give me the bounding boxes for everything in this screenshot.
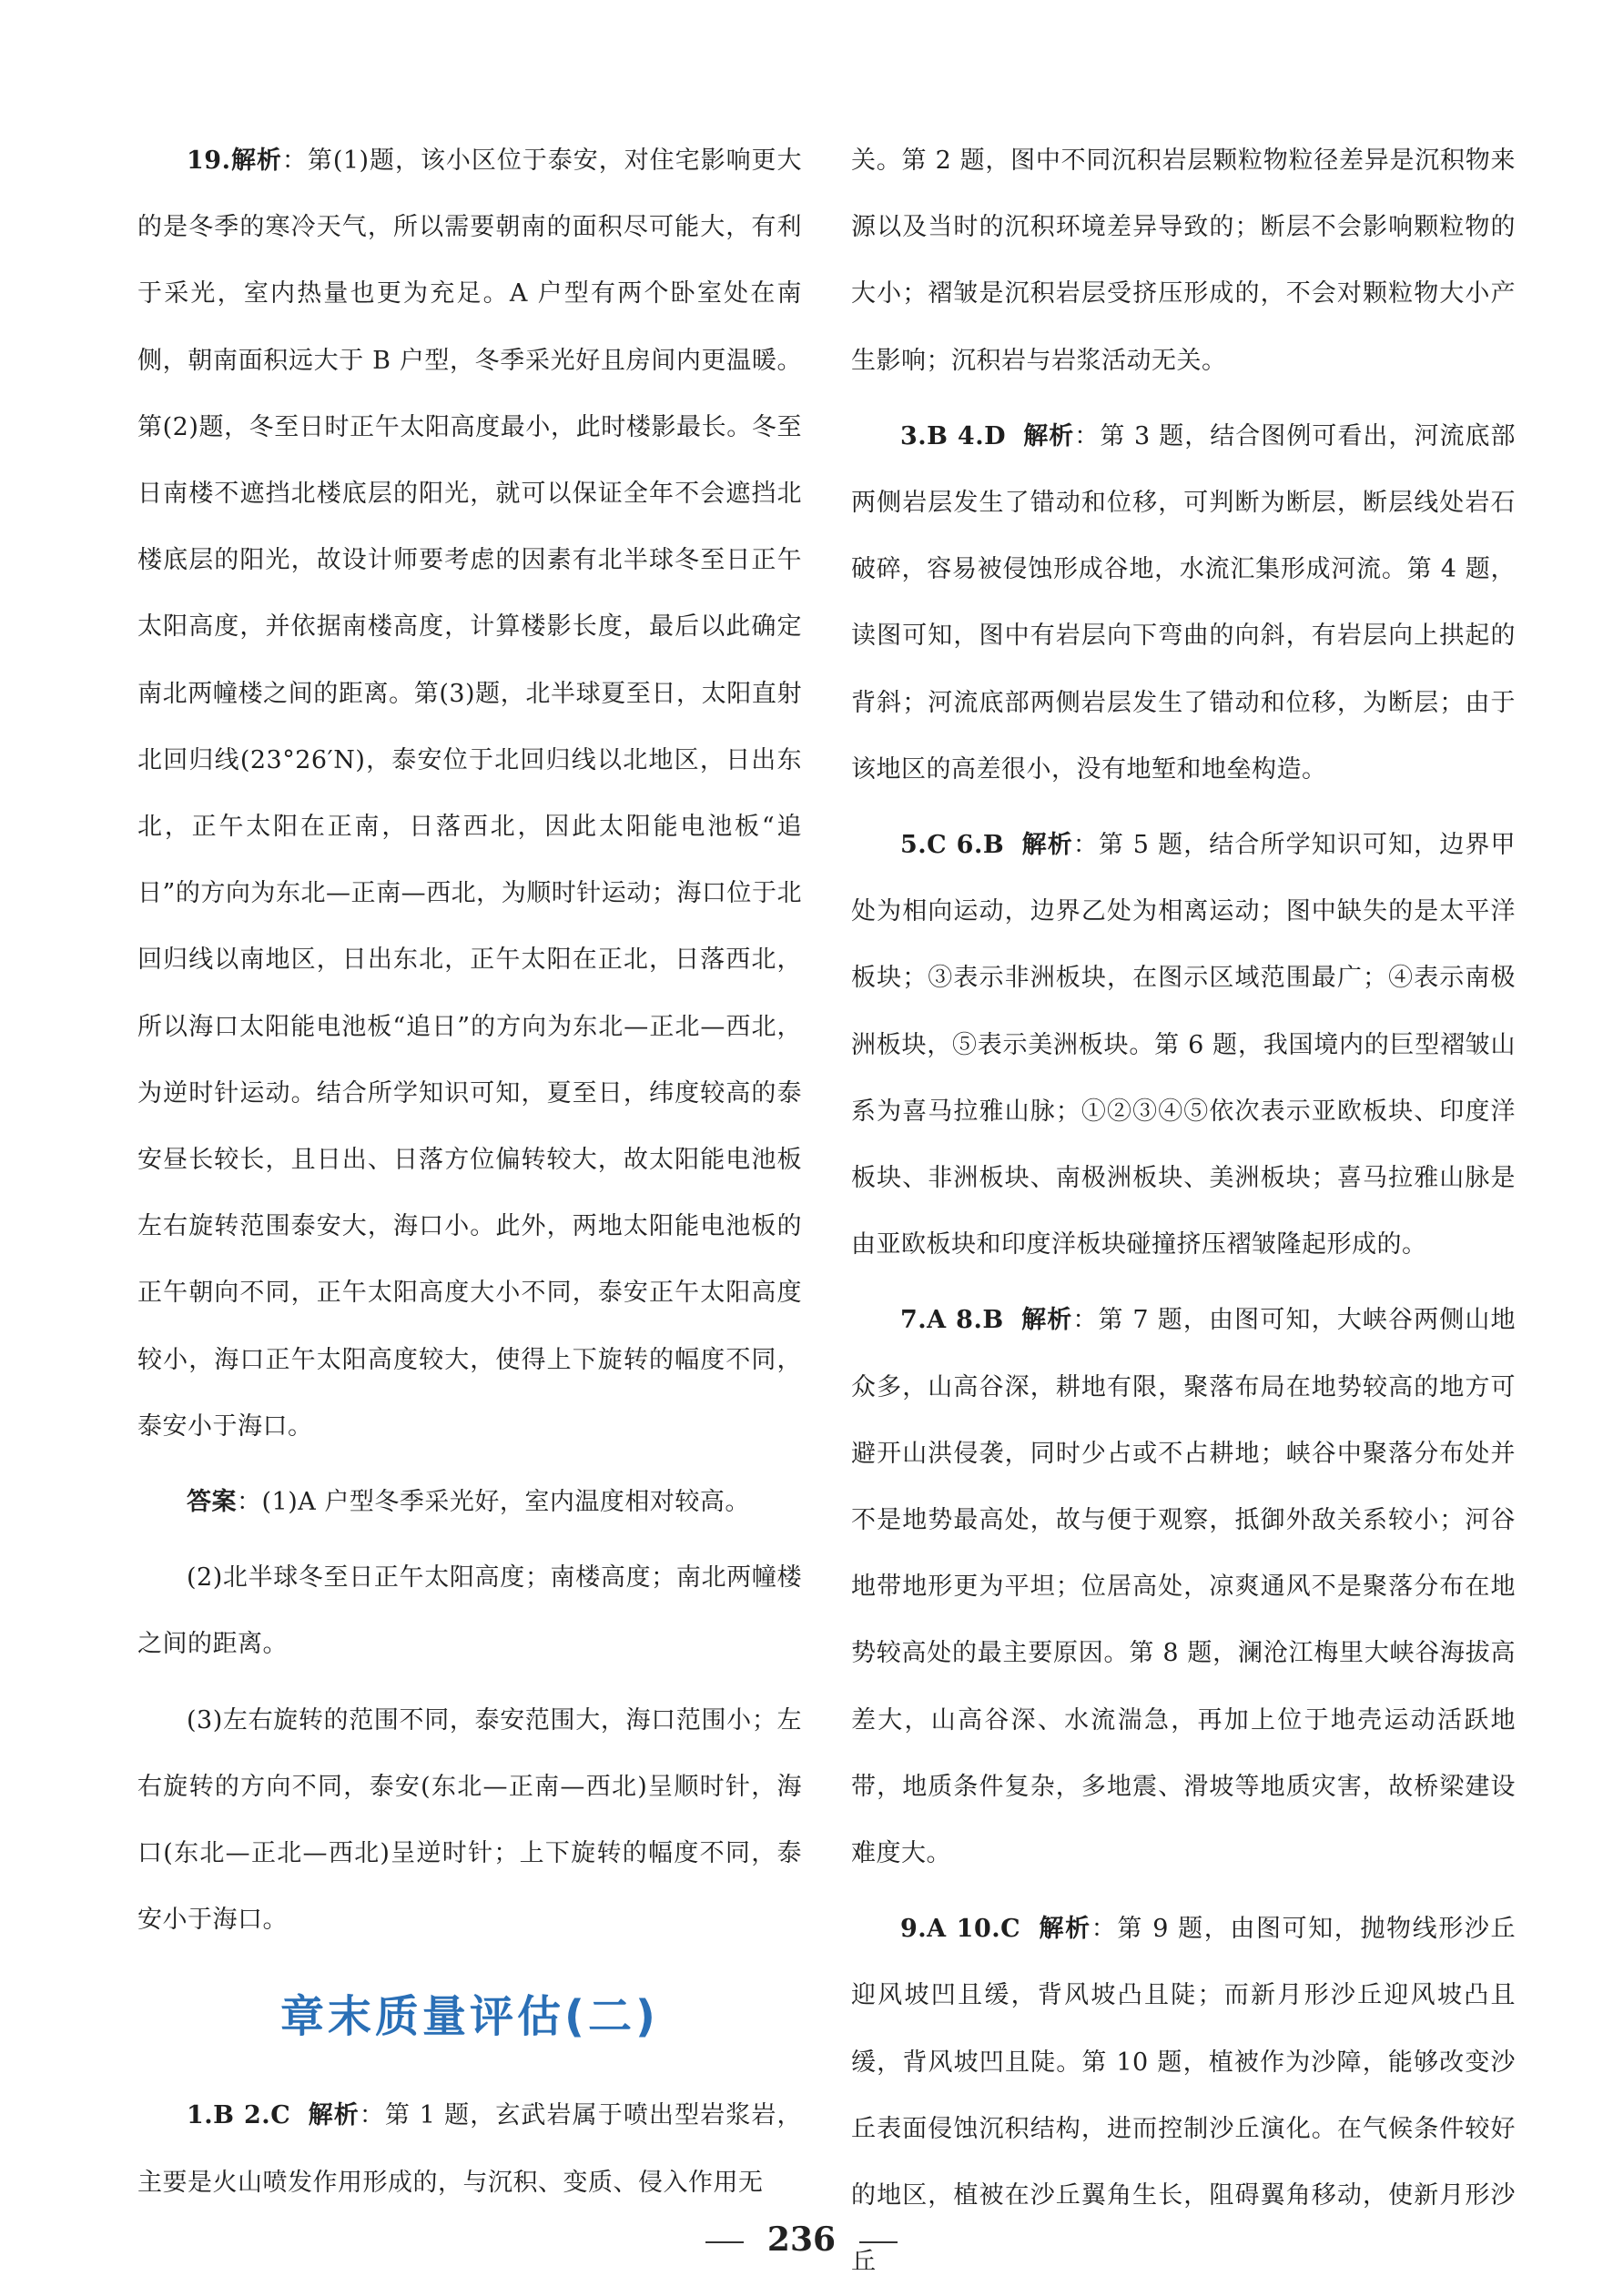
q7-text: ：第 7 题，由图可知，大峡谷两侧山地众多，山高谷深，耕地有限，聚落布局在地势较高的地方可避开山洪侵袭，同时少占或不占耕地；峡谷中聚落分布处并不是地势最高处，故与便于观察，抵御外敌关系较小；河谷地带地形更为平坦；位居高处，凉爽通风不是聚落分布在地势较高处的最主要原因。第 8 题，澜沧江梅里大峡谷海拔高差大，山高谷深、水流湍急，再加上位于地壳运动活跃地带，地质条件复杂，多地震、滑坡等地质灾害，故桥梁建设难度大。 xyxy=(851,1306,1517,1868)
q19-number: 19. xyxy=(187,147,231,175)
q5-q6-explanation xyxy=(851,812,1516,1278)
section-title: 章末质量评估(二) xyxy=(280,1991,659,2043)
footer-dash-left xyxy=(705,2241,744,2243)
right-column xyxy=(851,127,1516,2296)
q1-text: ：第 1 题，玄武岩属于喷出型岩浆岩，主要是火山喷发作用形成的，与沉积、变质、侵入作用无 xyxy=(137,2101,803,2197)
q19-text: ：第(1)题，该小区位于泰安，对住宅影响更大的是冬季的寒冷天气，所以需要朝南的面积尽可能大，有利于采光，室内热量也更为充足。A 户型有两个卧室处在南侧，朝南面积远大于 B 户型，冬季采光好且房间内更温暖。第(2)题，冬至日时正午太阳高度最小，此时楼影最长。冬至日南楼不遮挡北楼底层的阳光，就可以保证全年不会遮挡北楼底层的阳光，故设计师要考虑的因素有北半球冬至日正午太阳高度，并依据南楼高度，计算楼影长度，最后以此确定南北两幢楼之间的距离。第(3)题，北半球夏至日，太阳直射北回归线(23°26′N)，泰安位于北回归线以北地区，日出东北，正午太阳在正南，日落西北，因此太阳能电池板“追日”的方向为东北—正南—西北，为顺时针运动；海口位于北回归线以南地区，日出东北，正午太阳在正北，日落西北，所以海口太阳能电池板“追日”的方向为东北—正北—西北，为逆时针运动。结合所学知识可知，夏至日，纬度较高的泰安昼长较长，且日出、日落方位偏转较大，故太阳能电池板左右旋转范围泰安大，海口小。此外，两地太阳能电池板的正午朝向不同，正午太阳高度大小不同，泰安正午太阳高度较小，海口正午太阳高度较大，使得上下旋转的幅度不同，泰安小于海口。 xyxy=(137,147,803,1441)
q7-q8-answers: 7.A 8.B xyxy=(900,1306,1004,1335)
q5-q6-answers: 5.C 6.B xyxy=(900,831,1005,860)
q3-q4-answers: 3.B 4.D xyxy=(900,421,1007,450)
q1-q2-explanation xyxy=(137,2082,802,2215)
q7-q8-explanation xyxy=(851,1287,1516,1886)
q5-label: 解析 xyxy=(1021,831,1073,860)
q19-label: 解析 xyxy=(230,147,282,175)
q9-text: ：第 9 题，由图可知，抛物线形沙丘迎风坡凹且缓，背风坡凸且陡；而新月形沙丘迎风坡凸且缓，背风坡凹且陡。第 10 题，植被作为沙障，能够改变沙丘表面侵蚀沉积结构，进而控制沙丘演化。在气候条件较好的地区，植被在沙丘翼角生长，阻碍翼角移动，使新月形沙丘 xyxy=(851,1915,1517,2277)
q1-label: 解析 xyxy=(308,2101,360,2130)
q19-explanation xyxy=(137,127,802,1460)
answer-3: (3)左右旋转的范围不同，泰安范围大，海口范围小；左右旋转的方向不同，泰安(东北—正南—西北)呈顺时针，海口(东北—正北—西北)呈逆时针；上下旋转的幅度不同，泰安小于海口。 xyxy=(137,1705,802,1935)
q2-continuation: 关。第 2 题，图中不同沉积岩层颗粒物粒径差异是沉积物来源以及当时的沉积环境差异导致的；断层不会影响颗粒物的大小；褶皱是沉积岩层受挤压形成的，不会对颗粒物大小产生影响；沉积岩与岩浆活动无关。 xyxy=(851,147,1516,375)
q9-q10-answers: 9.A 10.C xyxy=(900,1915,1021,1944)
answer-2: (2)北半球冬至日正午太阳高度；南楼高度；南北两幢楼之间的距离。 xyxy=(137,1563,802,1659)
page-number: 236 xyxy=(766,2220,837,2259)
q5-text: ：第 5 题，结合所学知识可知，边界甲处为相向运动，边界乙处为相离运动；图中缺失的是太平洋板块；③表示非洲板块，在图示区域范围最广；④表示南极洲板块，⑤表示美洲板块。第 6 题，我国境内的巨型褶皱山系为喜马拉雅山脉；①②③④⑤依次表示亚欧板块、印度洋板块、非洲板块、南极洲板块、美洲板块；喜马拉雅山脉是由亚欧板块和印度洋板块碰撞挤压褶皱隆起形成的。 xyxy=(851,831,1517,1259)
q1-q2-answers: 1.B 2.C xyxy=(187,2101,291,2130)
q3-text: ：第 3 题，结合图例可看出，河流底部两侧岩层发生了错动和位移，可判断为断层，断层线处岩石破碎，容易被侵蚀形成谷地，水流汇集形成河流。第 4 题，读图可知，图中有岩层向下弯曲的向斜，有岩层向上拱起的背斜；河流底部两侧岩层发生了错动和位移，为断层；由于该地区的高差很小，没有地堑和地垒构造。 xyxy=(851,421,1517,784)
q3-q4-explanation xyxy=(851,403,1516,803)
answer-1 xyxy=(137,1469,802,1535)
q9-label: 解析 xyxy=(1039,1915,1091,1944)
footer-dash-right xyxy=(859,2241,898,2243)
q7-label: 解析 xyxy=(1021,1306,1073,1335)
page-footer xyxy=(0,2220,1603,2259)
q3-label: 解析 xyxy=(1023,421,1075,450)
answer-label: 答案 xyxy=(187,1488,237,1517)
answer-1-text: ：(1)A 户型冬季采光好，室内温度相对较高。 xyxy=(237,1488,750,1517)
left-column xyxy=(137,127,802,2216)
